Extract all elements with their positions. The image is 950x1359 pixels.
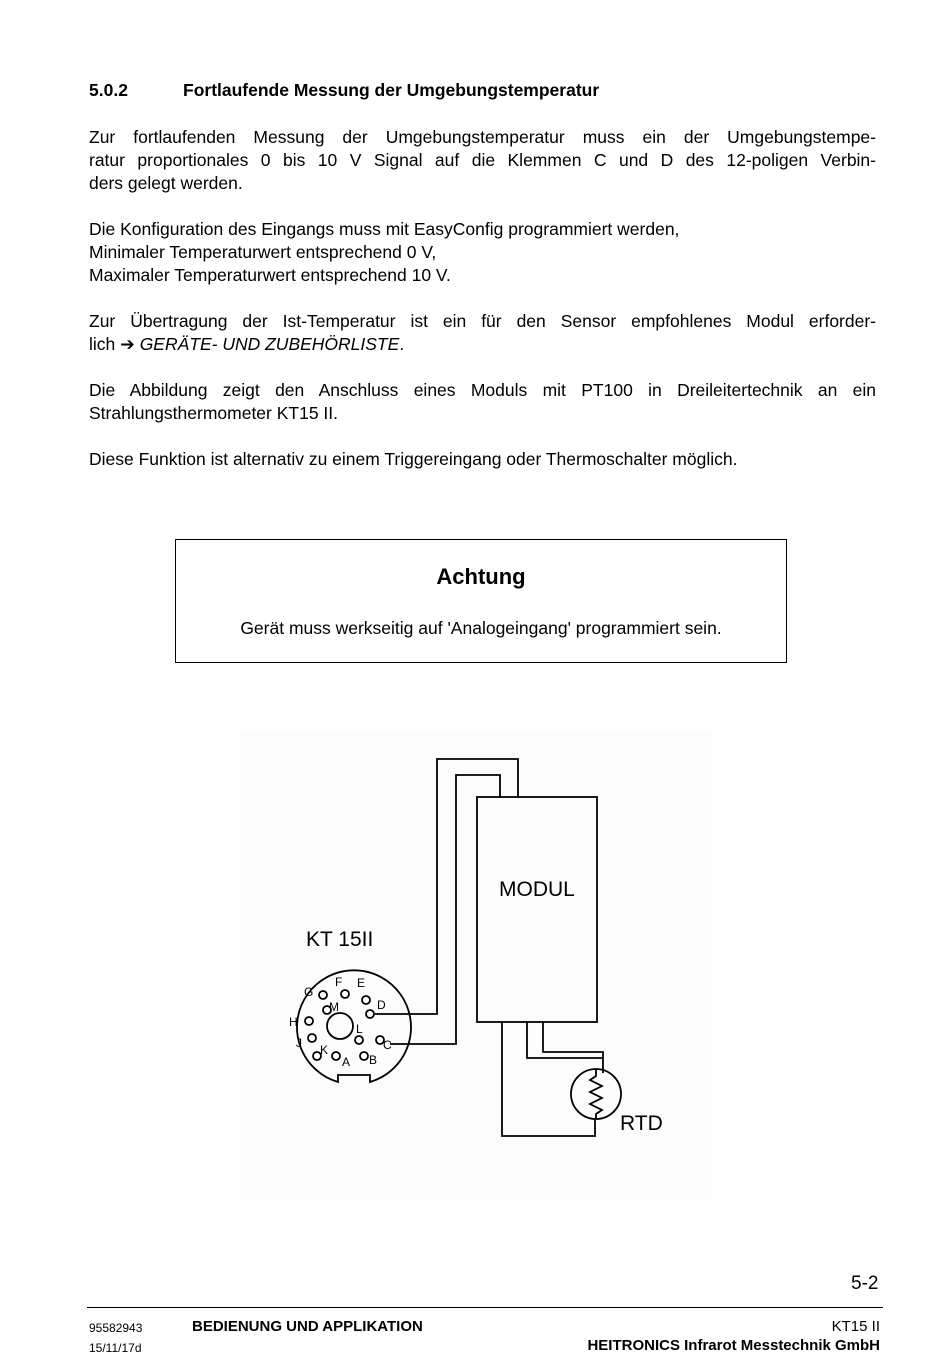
text-line: Strahlungsthermometer KT15 II. [89,403,338,423]
paragraph-module-required [89,310,876,356]
text-fragment: lich [89,334,116,354]
footer-divider [87,1307,883,1308]
paragraph-signal-input [89,126,876,195]
text-line: ders gelegt werden. [89,173,243,193]
section-heading [89,80,599,101]
section-title: Fortlaufende Messung der Umgebungstemperatur [183,80,600,100]
page-number: 5-2 [851,1273,879,1294]
pin-label: F [335,975,343,989]
text-fragment: . [399,334,405,354]
pin-label: H [289,1015,298,1029]
text-line [89,333,876,356]
callout-text: Gerät muss werkseitig auf 'Analogeingang' programmiert sein. [240,618,722,638]
device-label: KT 15II [306,928,374,951]
pin-label: G [304,985,314,999]
paragraph-alternative-function [89,448,876,471]
wiring-diagram [240,730,712,1200]
footer-date: 15/11/17d [89,1341,142,1355]
paragraph-configuration [89,218,876,287]
text-line: Die Abbildung zeigt den Anschluss eines Moduls mit PT100 in Dreileitertechnik an ein [89,380,876,400]
text-line: Zur fortlaufenden Messung der Umgebungstemperatur muss ein der Umgebungstempe- [89,127,876,147]
footer-doc-number: 95582943 [89,1321,143,1335]
pin-label: C [383,1038,392,1052]
section-number: 5.0.2 [89,80,128,100]
footer-section: BEDIENUNG UND APPLIKATION [192,1318,423,1335]
footer-company: HEITRONICS Infrarot Messtechnik GmbH [587,1337,880,1354]
pin-label: J [296,1036,302,1050]
sensor-label: RTD [620,1112,663,1135]
pin-label: M [329,1000,339,1014]
text-line: Maximaler Temperaturwert entsprechend 10 V. [89,265,451,285]
pin-label: E [357,976,366,990]
pin-label: K [320,1043,329,1057]
pin-label: D [377,998,386,1012]
text-line: Diese Funktion ist alternativ zu einem Triggereingang oder Thermoschalter möglich. [89,449,738,469]
callout-title: Achtung [436,564,526,589]
warning-callout [175,539,787,663]
accessories-list-reference[interactable]: GERÄTE- UND ZUBEHÖRLISTE [139,334,400,354]
pin-label: B [369,1053,378,1067]
text-line: Die Konfiguration des Eingangs muss mit EasyConfig programmiert werden, [89,219,680,239]
pin-label: A [342,1055,351,1069]
text-line: Minimaler Temperaturwert entsprechend 0 V, [89,242,437,262]
pin-label: L [356,1022,363,1036]
footer-product: KT15 II [831,1318,880,1335]
text-line: Zur Übertragung der Ist-Temperatur ist ein für den Sensor empfohlenes Modul erforder- [89,311,876,331]
module-label: MODUL [499,878,575,901]
paragraph-illustration-description [89,379,876,425]
text-line: ratur proportionales 0 bis 10 V Signal auf die Klemmen C und D des 12-poligen Verbin- [89,150,876,170]
arrow-icon: ➔ [120,334,135,354]
